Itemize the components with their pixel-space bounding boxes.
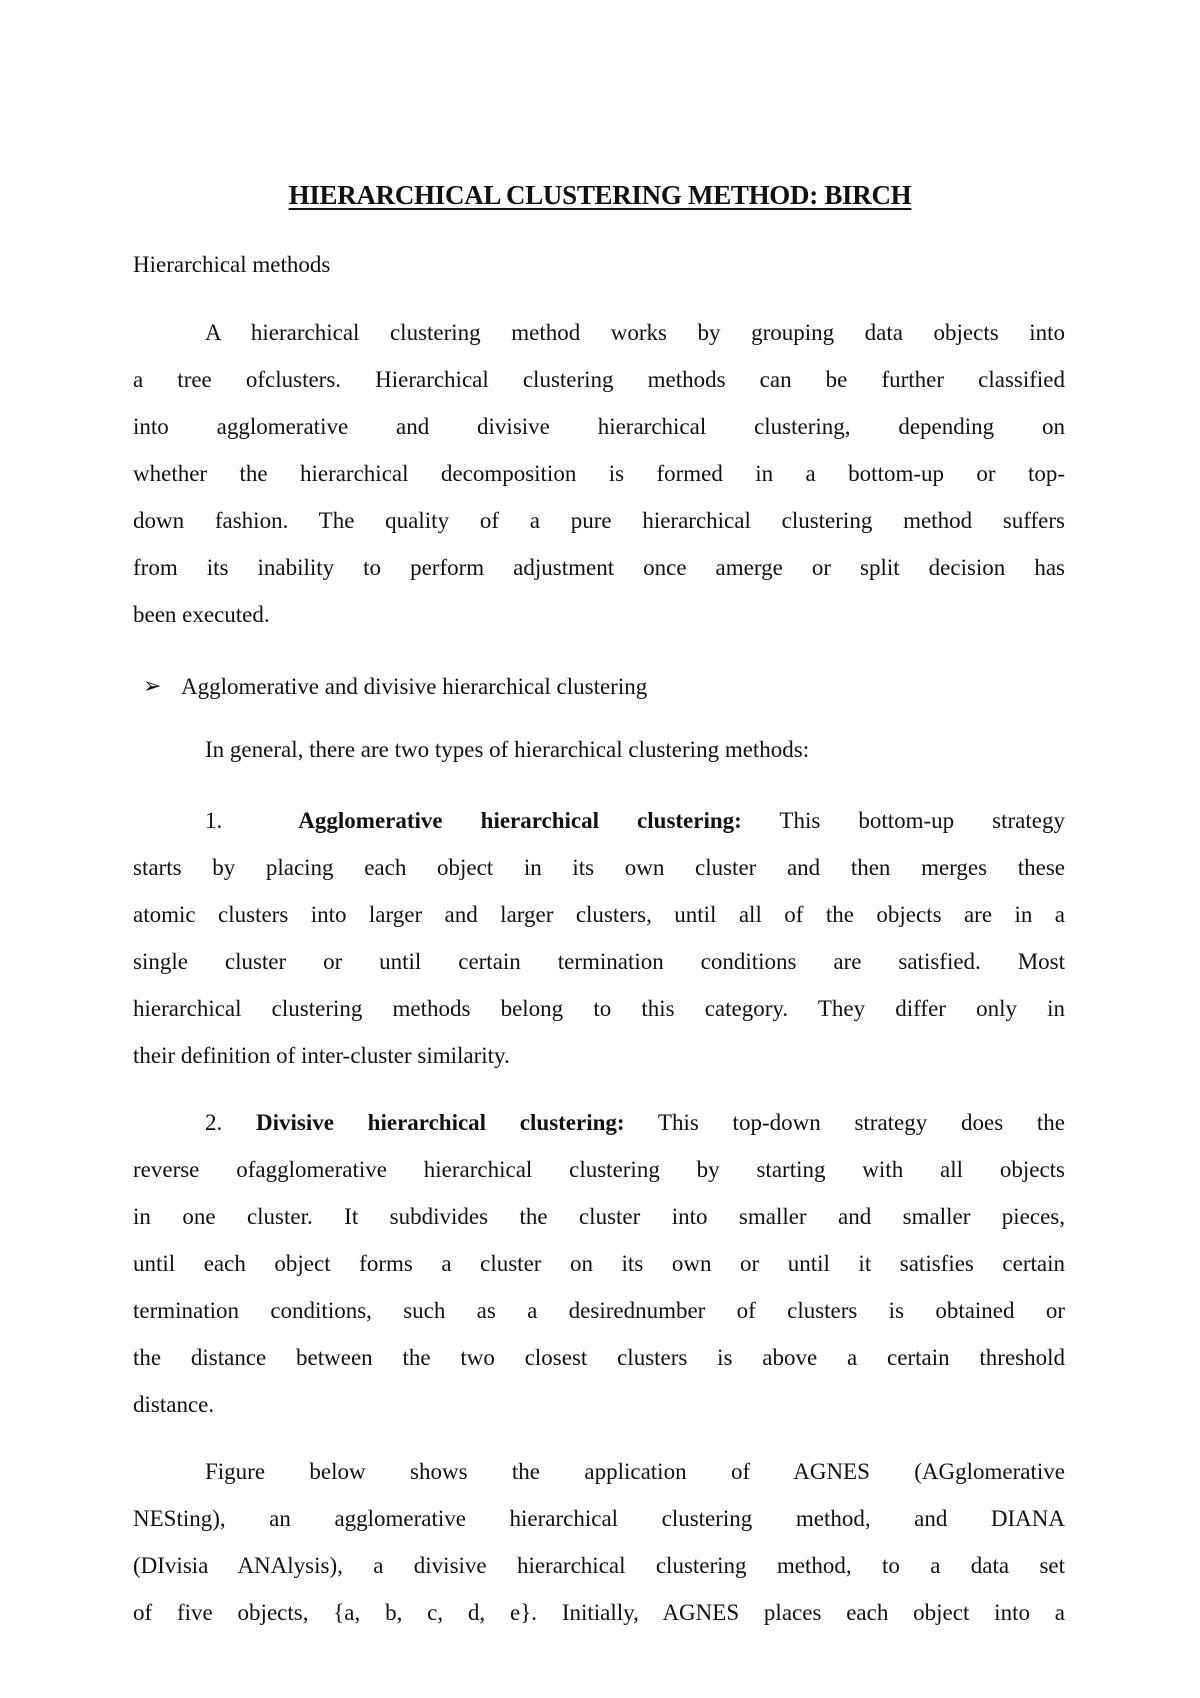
- paragraph-line: a tree ofclusters. Hierarchical clustering methods can be further classified: [133, 367, 1065, 392]
- paragraph-line: reverse ofagglomerative hierarchical clustering by starting with all objects: [133, 1157, 1065, 1182]
- paragraph-line: hierarchical clustering methods belong to this category. They differ only in: [133, 996, 1065, 1021]
- paragraph-line: distance.: [133, 1392, 215, 1417]
- list-first-line-text: This top-down strategy does the: [657, 1110, 1066, 1135]
- list-term: Agglomerative hierarchical clustering:: [298, 808, 742, 833]
- list-item-first-line: [205, 806, 1065, 836]
- paragraph-line: down fashion. The quality of a pure hierarchical clustering method suffers: [133, 508, 1065, 533]
- paragraph-line: been executed.: [133, 602, 270, 627]
- paragraph-line: Figure below shows the application of AGNES (AGglomerative: [205, 1459, 1065, 1484]
- intro-line: In general, there are two types of hierarchical clustering methods:: [205, 737, 810, 762]
- bullet-text: Agglomerative and divisive hierarchical clustering: [181, 674, 648, 699]
- paragraph-line: starts by placing each object in its own cluster and then merges these: [133, 855, 1065, 880]
- paragraph-line: in one cluster. It subdivides the cluster into smaller and smaller pieces,: [133, 1204, 1065, 1229]
- paragraph-line: into agglomerative and divisive hierarchical clustering, depending on: [133, 414, 1065, 439]
- paragraph-line: whether the hierarchical decomposition is formed in a bottom-up or top-: [133, 461, 1065, 486]
- paragraph-line: atomic clusters into larger and larger clusters, until all of the objects are in a: [133, 902, 1065, 927]
- paragraph-line: single cluster or until certain termination conditions are satisfied. Most: [133, 949, 1065, 974]
- list-term: Divisive hierarchical clustering:: [256, 1110, 625, 1135]
- paragraph-line: the distance between the two closest clusters is above a certain threshold: [133, 1345, 1065, 1370]
- paragraph-line: NESting), an agglomerative hierarchical clustering method, and DIANA: [133, 1506, 1065, 1531]
- page-title: HIERARCHICAL CLUSTERING METHOD: BIRCH: [288, 180, 912, 210]
- list-number: 2.: [205, 1110, 223, 1135]
- paragraph-line: A hierarchical clustering method works by grouping data objects into: [205, 320, 1065, 345]
- section-subheading: Hierarchical methods: [133, 252, 331, 277]
- list-first-line-text: This bottom-up strategy: [779, 808, 1065, 833]
- paragraph-line: of five objects, {a, b, c, d, e}. Initially, AGNES places each object into a: [133, 1600, 1065, 1625]
- paragraph-line: (DIvisia ANAlysis), a divisive hierarchical clustering method, to a data set: [133, 1553, 1065, 1578]
- paragraph-line: until each object forms a cluster on its own or until it satisfies certain: [133, 1251, 1065, 1276]
- paragraph-line: from its inability to perform adjustment once amerge or split decision has: [133, 555, 1065, 580]
- arrowhead-bullet-icon: ➢: [143, 674, 162, 699]
- list-number: 1.: [205, 808, 223, 833]
- paragraph-line: termination conditions, such as a desirednumber of clusters is obtained or: [133, 1298, 1065, 1323]
- paragraph-line: their definition of inter-cluster similarity.: [133, 1043, 510, 1068]
- list-item-first-line: [205, 1108, 1065, 1138]
- bullet-item: [143, 672, 647, 702]
